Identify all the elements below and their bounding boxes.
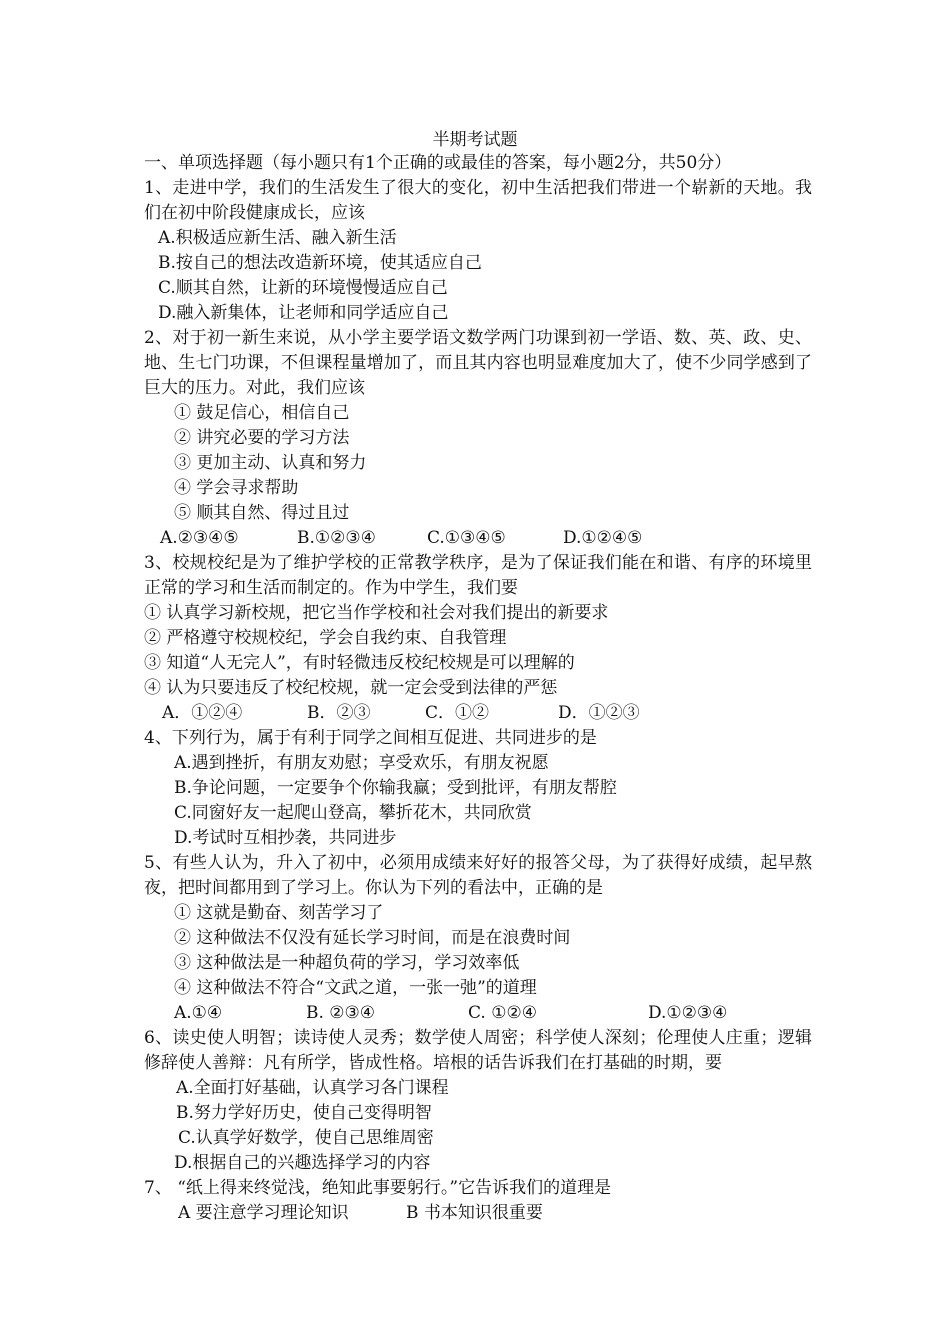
q5-item-4: ④ 这种做法不符合“文武之道，一张一弛”的道理 [174,978,537,998]
q7-stem: 7、 “纸上得来终觉浅，绝知此事要躬行。”它告诉我们的道理是 [144,1178,612,1198]
q4-option-a: A.遇到挫折，有朋友劝慰；享受欢乐，有朋友祝愿 [174,753,549,773]
q2-item-5: ⑤ 顺其自然、得过且过 [174,503,350,523]
q1-option-b: B.按自己的想法改造新环境，使其适应自己 [158,253,482,273]
q6-option-d: D.根据自己的兴趣选择学习的内容 [174,1153,431,1173]
q5-item-3: ③ 这种做法是一种超负荷的学习，学习效率低 [174,953,520,973]
exam-title: 半期考试题 [432,130,518,150]
q3-item-1: ① 认真学习新校规，把它当作学校和社会对我们提出的新要求 [144,603,609,623]
q5-option-a: A.①④ [174,1003,223,1023]
q1-option-a: A.积极适应新生活、融入新生活 [158,228,397,248]
q2-item-4: ④ 学会寻求帮助 [174,478,299,498]
q3-item-3: ③ 知道“人无完人”，有时轻微违反校纪校规是可以理解的 [144,653,575,673]
q5-item-1: ① 这就是勤奋、刻苦学习了 [174,903,384,923]
q3-option-a: A．①②④ [162,703,243,723]
q7-option-b: B 书本知识很重要 [406,1203,543,1223]
q6-option-c: C.认真学好数学，使自己思维周密 [178,1128,434,1148]
q2-option-c: C.①③④⑤ [427,528,506,548]
q4-option-b: B.争论问题，一定要争个你输我赢；受到批评，有朋友帮腔 [174,778,617,798]
exam-content [144,151,812,1226]
q3-options-row [144,701,812,726]
q3-option-d: D．①②③ [558,703,640,723]
q3-option-b: B．②③ [307,703,371,723]
q5-item-2: ② 这种做法不仅没有延长学习时间，而是在浪费时间 [174,928,571,948]
q6-option-a: A.全面打好基础，认真学习各门课程 [176,1078,449,1098]
q3-item-4: ④ 认为只要违反了校纪校规，就一定会受到法律的严惩 [144,678,558,698]
q2-options-row [144,526,812,551]
q4-option-d: D.考试时互相抄袭，共同进步 [174,828,397,848]
q1-stem: 1、走进中学，我们的生活发生了很大的变化，初中生活把我们带进一个崭新的天地。我们在初中阶段健康成长，应该 [144,178,812,223]
q1-option-c: C.顺其自然，让新的环境慢慢适应自己 [158,278,448,298]
q3-option-c: C．①② [425,703,490,723]
q2-item-2: ② 讲究必要的学习方法 [174,428,350,448]
q6-option-b: B.努力学好历史，使自己变得明智 [176,1103,432,1123]
q2-stem: 2、对于初一新生来说，从小学主要学语文数学两门功课到初一学语、数、英、政、史、地、生七门功课，不但课程量增加了，而且其内容也明显难度加大了，使不少同学感到了巨大的压力。对此，我们应该 [144,328,812,398]
q4-stem: 4、下列行为，属于有利于同学之间相互促进、共同进步的是 [144,728,597,748]
q7-option-a: A 要注意学习理论知识 [178,1203,349,1223]
q2-option-d: D.①②④⑤ [563,528,643,548]
q3-stem: 3、校规校纪是为了维护学校的正常教学秩序，是为了保证我们能在和谐、有序的环境里正常的学习和生活而制定的。作为中学生，我们要 [144,553,812,598]
section-heading: 一、单项选择题（每小题只有1个正确的或最佳的答案，每小题2分，共50分） [144,153,732,173]
q5-option-b: B. ②③④ [306,1003,376,1023]
q7-options-row [144,1201,812,1226]
q3-item-2: ② 严格遵守校规校纪，学会自我约束、自我管理 [144,628,507,648]
q5-option-c: C. ①②④ [468,1003,537,1023]
q5-options-row [144,1001,812,1026]
q5-option-d: D.①②③④ [648,1003,728,1023]
q2-option-b: B.①②③④ [297,528,376,548]
q2-option-a: A.②③④⑤ [160,528,239,548]
q4-option-c: C.同窗好友一起爬山登高，攀折花木，共同欣赏 [174,803,532,823]
q2-item-3: ③ 更加主动、认真和努力 [174,453,367,473]
q6-stem: 6、读史使人明智；读诗使人灵秀；数学使人周密；科学使人深刻；伦理使人庄重；逻辑修辞使人善辩：凡有所学，皆成性格。培根的话告诉我们在打基础的时期，要 [144,1028,812,1073]
q1-option-d: D.融入新集体，让老师和同学适应自己 [158,303,449,323]
q2-item-1: ① 鼓足信心，相信自己 [174,403,350,423]
q5-stem: 5、有些人认为，升入了初中，必须用成绩来好好的报答父母，为了获得好成绩，起早熬夜，把时间都用到了学习上。你认为下列的看法中，正确的是 [144,853,812,898]
